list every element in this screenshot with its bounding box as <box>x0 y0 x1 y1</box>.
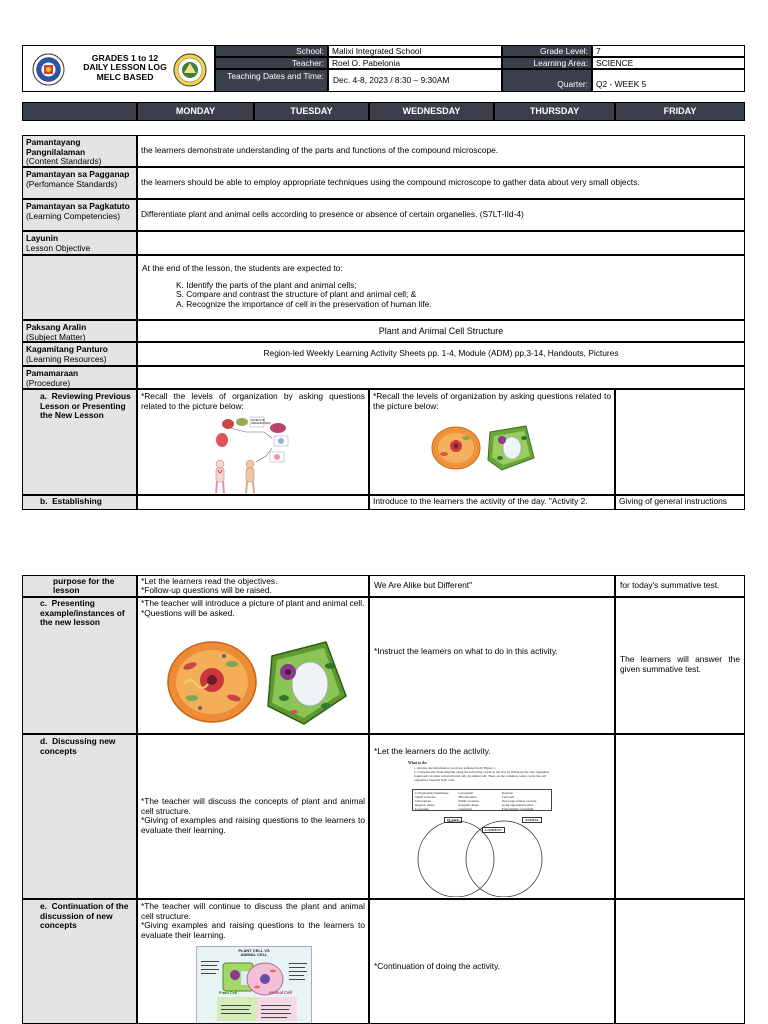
day-header-blank <box>22 102 137 121</box>
layunin-blank <box>137 231 745 255</box>
step-b-cont-label: purpose for the lesson <box>22 575 137 597</box>
step-d-wednesday: *Let the learners do the activity. What to do: 1. Review the information you have gathered from Figure 1. 2. Complete the Venn diagram using the following words in the box by filling up the cell organelles found only in plant cell and found only in animal cell. Then, on the common center, write the cell organelles found in both cells. Cell (plasma) membrane Small vacuoles Chloroplast Regular shape Lysosome Cytoplasm Mitochondria Small vacuoles Irregular shape Centrioles Nucleus Cell wall One large central vacuole Golgi apparatus/bodies Endoplasmic reticulum PLANT ANIMAL COMMON <box>369 734 615 899</box>
step-b-cont-monday: *Let the learners read the objectives. *Follow-up questions will be raised. <box>137 575 369 597</box>
step-e-label: e. Continuation of the discussion of new concepts <box>22 899 137 1024</box>
procedure-blank <box>137 366 745 389</box>
dates-label: Teaching Dates and Time: <box>215 69 328 92</box>
subject-matter-text: Plant and Animal Cell Structure <box>137 320 745 342</box>
step-b-friday: Giving of general instructions <box>615 495 745 510</box>
venn-animal-label: ANIMAL <box>522 817 542 823</box>
step-c-friday: The learners will answer the given summative test. <box>615 597 745 734</box>
objective-label-blank <box>22 255 137 320</box>
objective-intro: At the end of the lesson, the students are expected to: <box>142 263 343 273</box>
objective-text <box>137 255 745 320</box>
grade-label: Grade Level: <box>502 45 592 57</box>
teacher-value: Roel O. Pabelonia <box>328 57 502 69</box>
title-line1: GRADES 1 to 12 <box>91 53 159 63</box>
step-d-friday <box>615 734 745 899</box>
plant-animal-cell-picture <box>164 636 348 728</box>
step-b-monday <box>137 495 369 510</box>
animal-plant-cell-image <box>430 420 536 474</box>
resources-label: Kagamitang Panturo (Learning Resources) <box>22 342 137 366</box>
deped-seal-icon <box>32 53 65 86</box>
resources-text: Region-led Weekly Learning Activity Sheets pp. 1-4, Module (ADM) pp.3-14, Handouts, Pictures <box>137 342 745 366</box>
step-b-cont-wednesday: We Are Alike but Different" <box>369 575 615 597</box>
venn-common-label: COMMON <box>482 827 505 833</box>
content-standards-label: Pamantayang Pangnilalaman (Content Standards) <box>22 135 137 167</box>
objective-s: S. Compare and contrast the structure of plant and animal cell; & <box>176 289 417 300</box>
step-a-monday: *Recall the levels of organization by asking questions related to the picture below: LEVELS OF ORGANIZATION <box>137 389 369 495</box>
step-a-friday <box>615 389 745 495</box>
step-b-cont-friday: for today's summative test. <box>615 575 745 597</box>
worksheet-word-box: Cell (plasma) membrane Small vacuoles Chloroplast Regular shape Lysosome Cytoplasm Mitochondria Small vacuoles Irregular shape Centrioles Nucleus Cell wall One large central vacuole Golgi apparatus/bodies Endoplasmic reticulum <box>412 789 552 811</box>
school-label: School: <box>215 45 328 57</box>
activity-worksheet-image: What to do: 1. Review the information you have gathered from Figure 1. 2. Complete the Venn diagram using the following words in the box by filling up the cell organelles found only in plant cell and found only in animal cell. Then, on the common center, write the cell organelles found in both cells. Cell (plasma) membrane Small vacuoles Chloroplast Regular shape Lysosome Cytoplasm Mitochondria Small vacuoles Irregular shape Centrioles Nucleus Cell wall One large central vacuole Golgi apparatus/bodies Endoplasmic reticulum PLANT ANIMAL COMMON <box>408 761 578 897</box>
objective-k: K. Identify the parts of the plant and animal cells; <box>176 279 357 290</box>
step-c-wednesday: *Instruct the learners on what to do in this activity. <box>369 597 615 734</box>
venn-plant-label: PLANT <box>444 817 462 823</box>
svg-text:LEVELS OF: LEVELS OF <box>251 419 266 422</box>
step-b-label: b. Establishing <box>22 495 137 510</box>
teacher-label: Teacher: <box>215 57 328 69</box>
step-a-label: a. Reviewing Previous Lesson or Presenting the New Lesson <box>22 389 137 495</box>
plant-vs-animal-cell-image: PLANT CELL VS ANIMAL CELL Plant Cell Animal Cell <box>196 946 312 1024</box>
step-c-monday: *The teacher will introduce a picture of plant and animal cell. *Questions will be asked. <box>137 597 369 734</box>
title-line3: MELC BASED <box>96 71 154 82</box>
performance-standards-label: Pamantayan sa Pagganap (Perfomance Standards) <box>22 167 137 199</box>
step-c-label: c. Presenting example/instances of the new lesson <box>22 597 137 734</box>
area-label: Learning Area: <box>502 57 592 69</box>
quarter-value: Q2 - WEEK 5 <box>592 69 745 92</box>
content-standards-text: the learners demonstrate understanding of the parts and functions of the compound microscope. <box>137 135 745 167</box>
school-seal-icon <box>173 53 207 87</box>
day-thursday: THURSDAY <box>494 102 615 121</box>
title-line2: DAILY LESSON LOG <box>83 62 167 73</box>
area-value: SCIENCE <box>592 57 745 69</box>
day-monday: MONDAY <box>137 102 254 121</box>
layunin-label: Layunin Lesson Objective <box>22 231 137 255</box>
competencies-label: Pamantayan sa Pagkatuto (Learning Competencies) <box>22 199 137 231</box>
day-wednesday: WEDNESDAY <box>369 102 494 121</box>
procedure-label: Pamamaraan (Procedure) <box>22 366 137 389</box>
dates-value: Dec. 4-8, 2023 / 8:30 – 9:30AM <box>328 69 502 92</box>
step-d-label: d. Discussing new concepts <box>22 734 137 899</box>
step-e-monday: *The teacher will continue to discuss the plant and animal cell structure. *Giving examples and raising questions to the learners to evaluate their learning. PLANT CELL VS ANIMAL CELL Plant Cell Animal Cell <box>137 899 369 1024</box>
competencies-text: Differentiate plant and animal cells according to presence or absence of certain organelles. (S7LT-IId-4) <box>137 199 745 231</box>
step-a-tuesday <box>254 389 369 495</box>
day-friday: FRIDAY <box>615 102 745 121</box>
school-value: Malixi Integrated School <box>328 45 502 57</box>
quarter-label: Quarter: <box>502 69 592 92</box>
step-b-wednesday: Introduce to the learners the activity of the day. "Activity 2. <box>369 495 615 510</box>
subject-matter-label: Paksang Aralin (Subject Matter) <box>22 320 137 342</box>
day-tuesday: TUESDAY <box>254 102 369 121</box>
venn-diagram <box>398 813 568 897</box>
step-d-monday: *The teacher will discuss the concepts of plant and animal cell structure. *Giving of examples and raising questions to the learners to evaluate their learning. <box>137 734 369 899</box>
step-e-friday <box>615 899 745 1024</box>
step-a-wednesday: *Recall the levels of organization by asking questions related to the picture below: <box>369 389 615 495</box>
svg-text:ORGANIZATION: ORGANIZATION <box>251 422 271 425</box>
performance-standards-text: the learners should be able to employ appropriate techniques using the compound microscope to gather data about very small objects. <box>137 167 745 199</box>
step-e-wednesday: *Continuation of doing the activity. <box>369 899 615 1024</box>
objective-a: A. Recognize the importance of cell in the preservation of human life. <box>176 298 432 309</box>
header-logo-block <box>22 45 215 92</box>
grade-value: 7 <box>592 45 745 57</box>
